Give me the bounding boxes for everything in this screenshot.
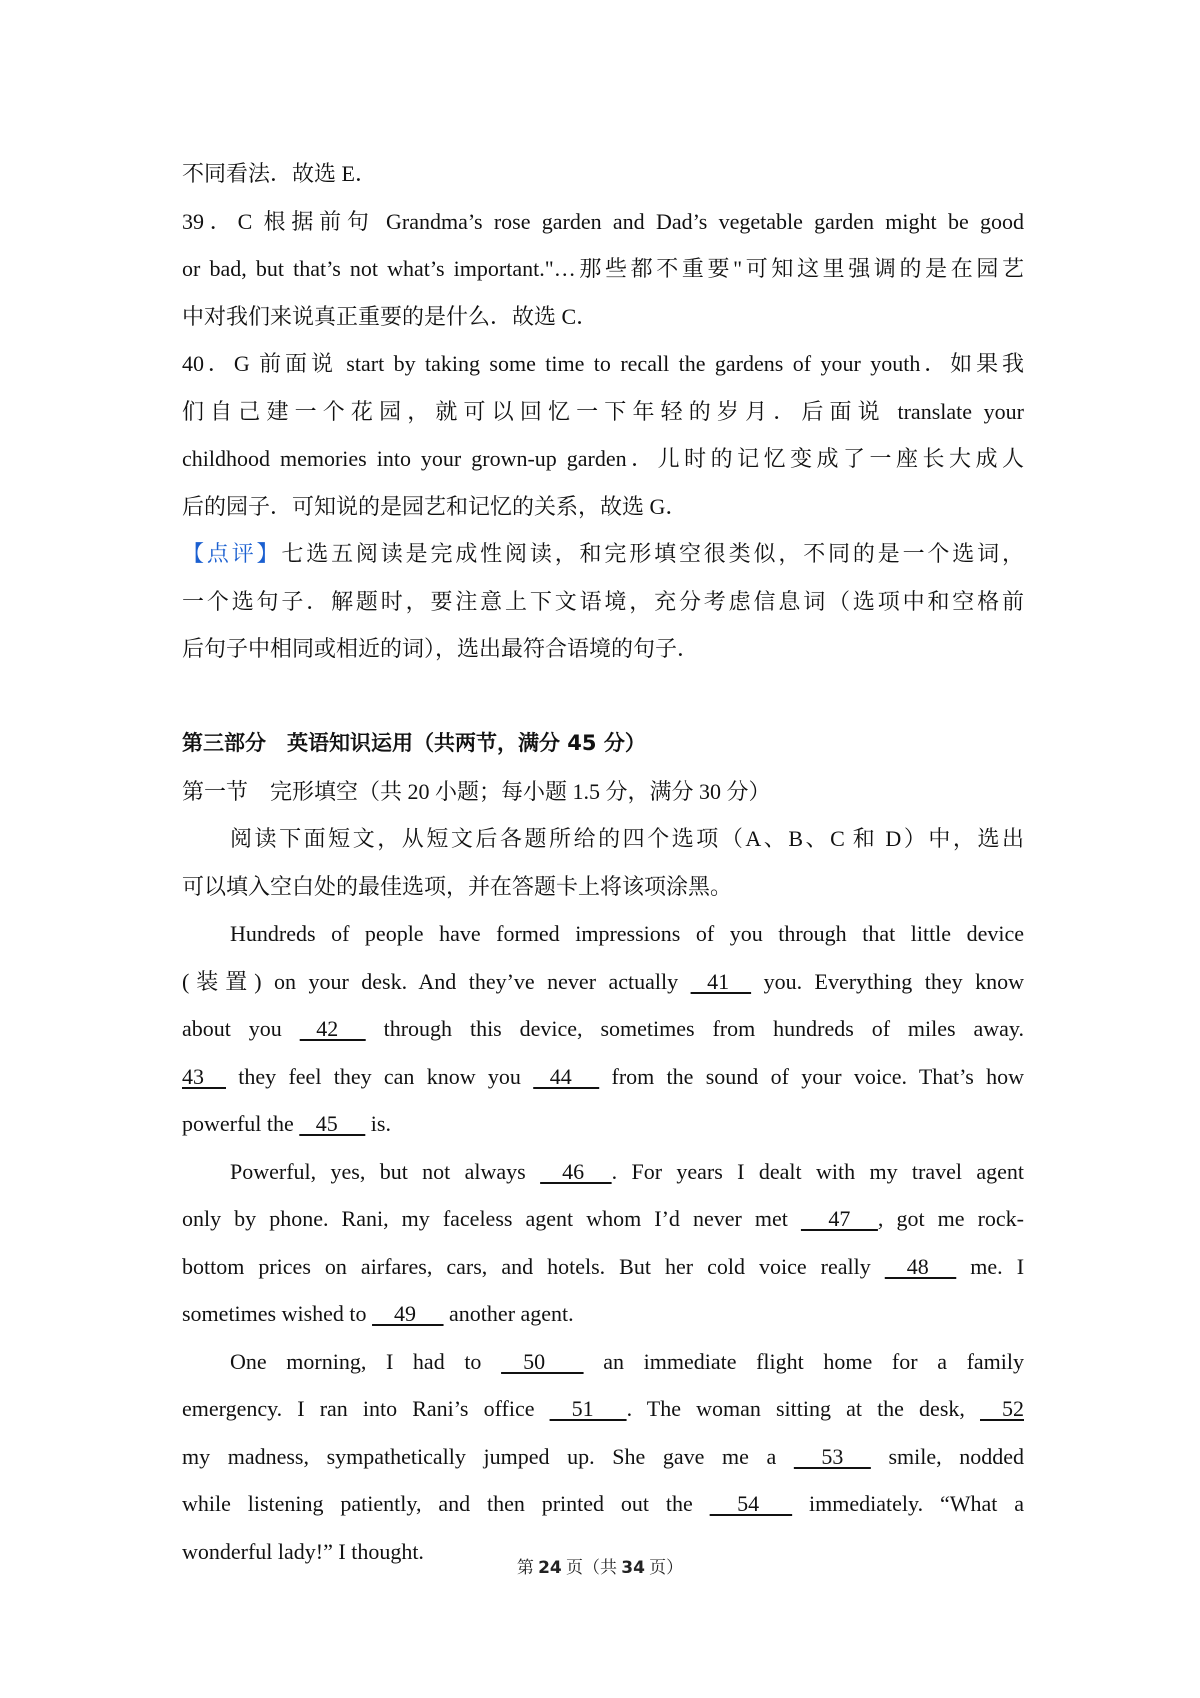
blank-46: 46 <box>540 1158 612 1184</box>
page-number: 24 <box>538 1558 562 1578</box>
comment-line: 一个选句子．解题时，要注意上下文语境，充分考虑信息词（选项中和空格前 <box>182 588 1024 614</box>
blank-52: 52 <box>980 1396 1024 1421</box>
passage-text: from the sound of your voice. That’s how <box>611 1063 1025 1089</box>
blank-53: 53 <box>793 1443 871 1469</box>
passage-text: sometimes wished to <box>182 1301 367 1326</box>
instruction-line: 阅读下面短文，从短文后各题所给的四个选项（A、B、C 和 D）中，选出 <box>230 826 1024 851</box>
blank-44: 44 <box>533 1063 600 1089</box>
answer-39-line: 中对我们来说真正重要的是什么．故选 C． <box>182 303 599 329</box>
passage-line: Hundreds of people have formed impressions of you through that little device <box>230 921 1024 946</box>
spacer <box>182 673 1024 721</box>
blank-47: 47 <box>800 1206 878 1231</box>
passage-line <box>182 1338 1024 1386</box>
passage-line <box>182 1290 1024 1338</box>
passage-text: Powerful, yes, but not always <box>230 1158 526 1184</box>
passage-text: is. <box>370 1111 391 1136</box>
answer-39-line: or bad, but that’s not what’s important."…那些都不重要"可知这里强调的是在园艺 <box>182 256 1024 281</box>
passage-line <box>182 1433 1024 1481</box>
comment-line <box>182 530 1024 578</box>
blank-45: 45 <box>299 1111 366 1136</box>
passage-text: (装置) on your desk. And they’ve never actually <box>182 968 679 994</box>
passage-text: powerful the <box>182 1111 294 1136</box>
page-content <box>182 150 1024 1575</box>
footer-text: 页） <box>644 1558 684 1577</box>
passage-text: . The woman sitting at the desk, <box>626 1396 965 1421</box>
passage-text: . For years I dealt with my travel agent <box>611 1158 1025 1184</box>
passage-line <box>182 1100 1024 1148</box>
passage-text: emergency. I ran into Rani’s office <box>182 1396 535 1421</box>
answer-line: 不同看法．故选 E． <box>182 161 377 186</box>
passage-text: my madness, sympathetically jumped up. She gave me a <box>182 1443 777 1469</box>
passage-text: immediately. “What a <box>809 1491 1024 1516</box>
passage-text: One morning, I had to <box>230 1348 482 1374</box>
blank-54: 54 <box>709 1491 793 1516</box>
blank-50: 50 <box>501 1348 584 1374</box>
passage-text: an immediate flight home for a family <box>603 1348 1025 1374</box>
page-total: 34 <box>621 1558 645 1578</box>
comment-tag: 【点评】 <box>182 541 282 566</box>
answer-40-line: 40．G 前面说 start by taking some time to recall the gardens of your youth．如果我 <box>182 351 1024 376</box>
passage-text: about you <box>182 1016 282 1041</box>
blank-49: 49 <box>372 1301 444 1326</box>
passage-text: only by phone. Rani, my faceless agent whom I’d never met <box>182 1206 788 1231</box>
passage-line <box>182 1148 1024 1196</box>
comment-text: 七选五阅读是完成性阅读，和完形填空很类似，不同的是一个选词， <box>281 541 1024 566</box>
footer-text: 页（共 <box>561 1558 622 1577</box>
page-footer <box>0 1553 1200 1578</box>
passage-text: me. I <box>970 1253 1025 1279</box>
passage-line <box>182 1480 1024 1528</box>
passage-text: bottom prices on airfares, cars, and hotels. But her cold voice really <box>182 1253 871 1279</box>
blank-42: 42 <box>299 1016 366 1041</box>
blank-43: 43 <box>182 1063 226 1089</box>
section-subtitle: 第一节 完形填空（共 20 小题；每小题 1.5 分，满分 30 分） <box>182 778 771 804</box>
blank-51: 51 <box>549 1396 627 1421</box>
passage-line: wonderful lady!” I thought. <box>182 1538 424 1564</box>
passage-text: you. Everything they know <box>763 968 1024 994</box>
passage-text: , got me rock- <box>877 1206 1024 1231</box>
passage-line <box>182 1243 1024 1291</box>
blank-48: 48 <box>884 1253 957 1279</box>
section-title: 第三部分 英语知识运用（共两节，满分 45 分） <box>182 731 646 755</box>
instruction-line: 可以填入空白处的最佳选项，并在答题卡上将该项涂黑。 <box>182 873 733 899</box>
answer-40-line: childhood memories into your grown-up garden．儿时的记忆变成了一座长大成人 <box>182 446 1024 471</box>
passage-line <box>182 958 1024 1006</box>
blank-41: 41 <box>690 968 752 994</box>
answer-40-line: 后的园子．可知说的是园艺和记忆的关系，故选 G． <box>182 493 688 519</box>
passage-text: while listening patiently, and then printed out the <box>182 1491 693 1516</box>
passage-text: smile, nodded <box>888 1443 1025 1469</box>
passage-line <box>182 1005 1024 1053</box>
passage-line <box>182 1053 1024 1101</box>
answer-40-line: 们自己建一个花园，就可以回忆一下年轻的岁月．后面说 translate your <box>182 398 1024 424</box>
footer-text: 第 <box>516 1558 539 1577</box>
comment-line: 后句子中相同或相近的词），选出最符合语境的句子． <box>182 636 700 661</box>
passage-text: another agent. <box>449 1301 574 1326</box>
passage-text: they feel they can know you <box>238 1063 521 1089</box>
answer-39-line: 39．C 根据前句 Grandma’s rose garden and Dad’s vegetable garden might be good <box>182 208 1024 234</box>
passage-text: through this device, sometimes from hundreds of miles away. <box>383 1016 1024 1041</box>
passage-line <box>182 1385 1024 1433</box>
passage-line <box>182 1195 1024 1243</box>
